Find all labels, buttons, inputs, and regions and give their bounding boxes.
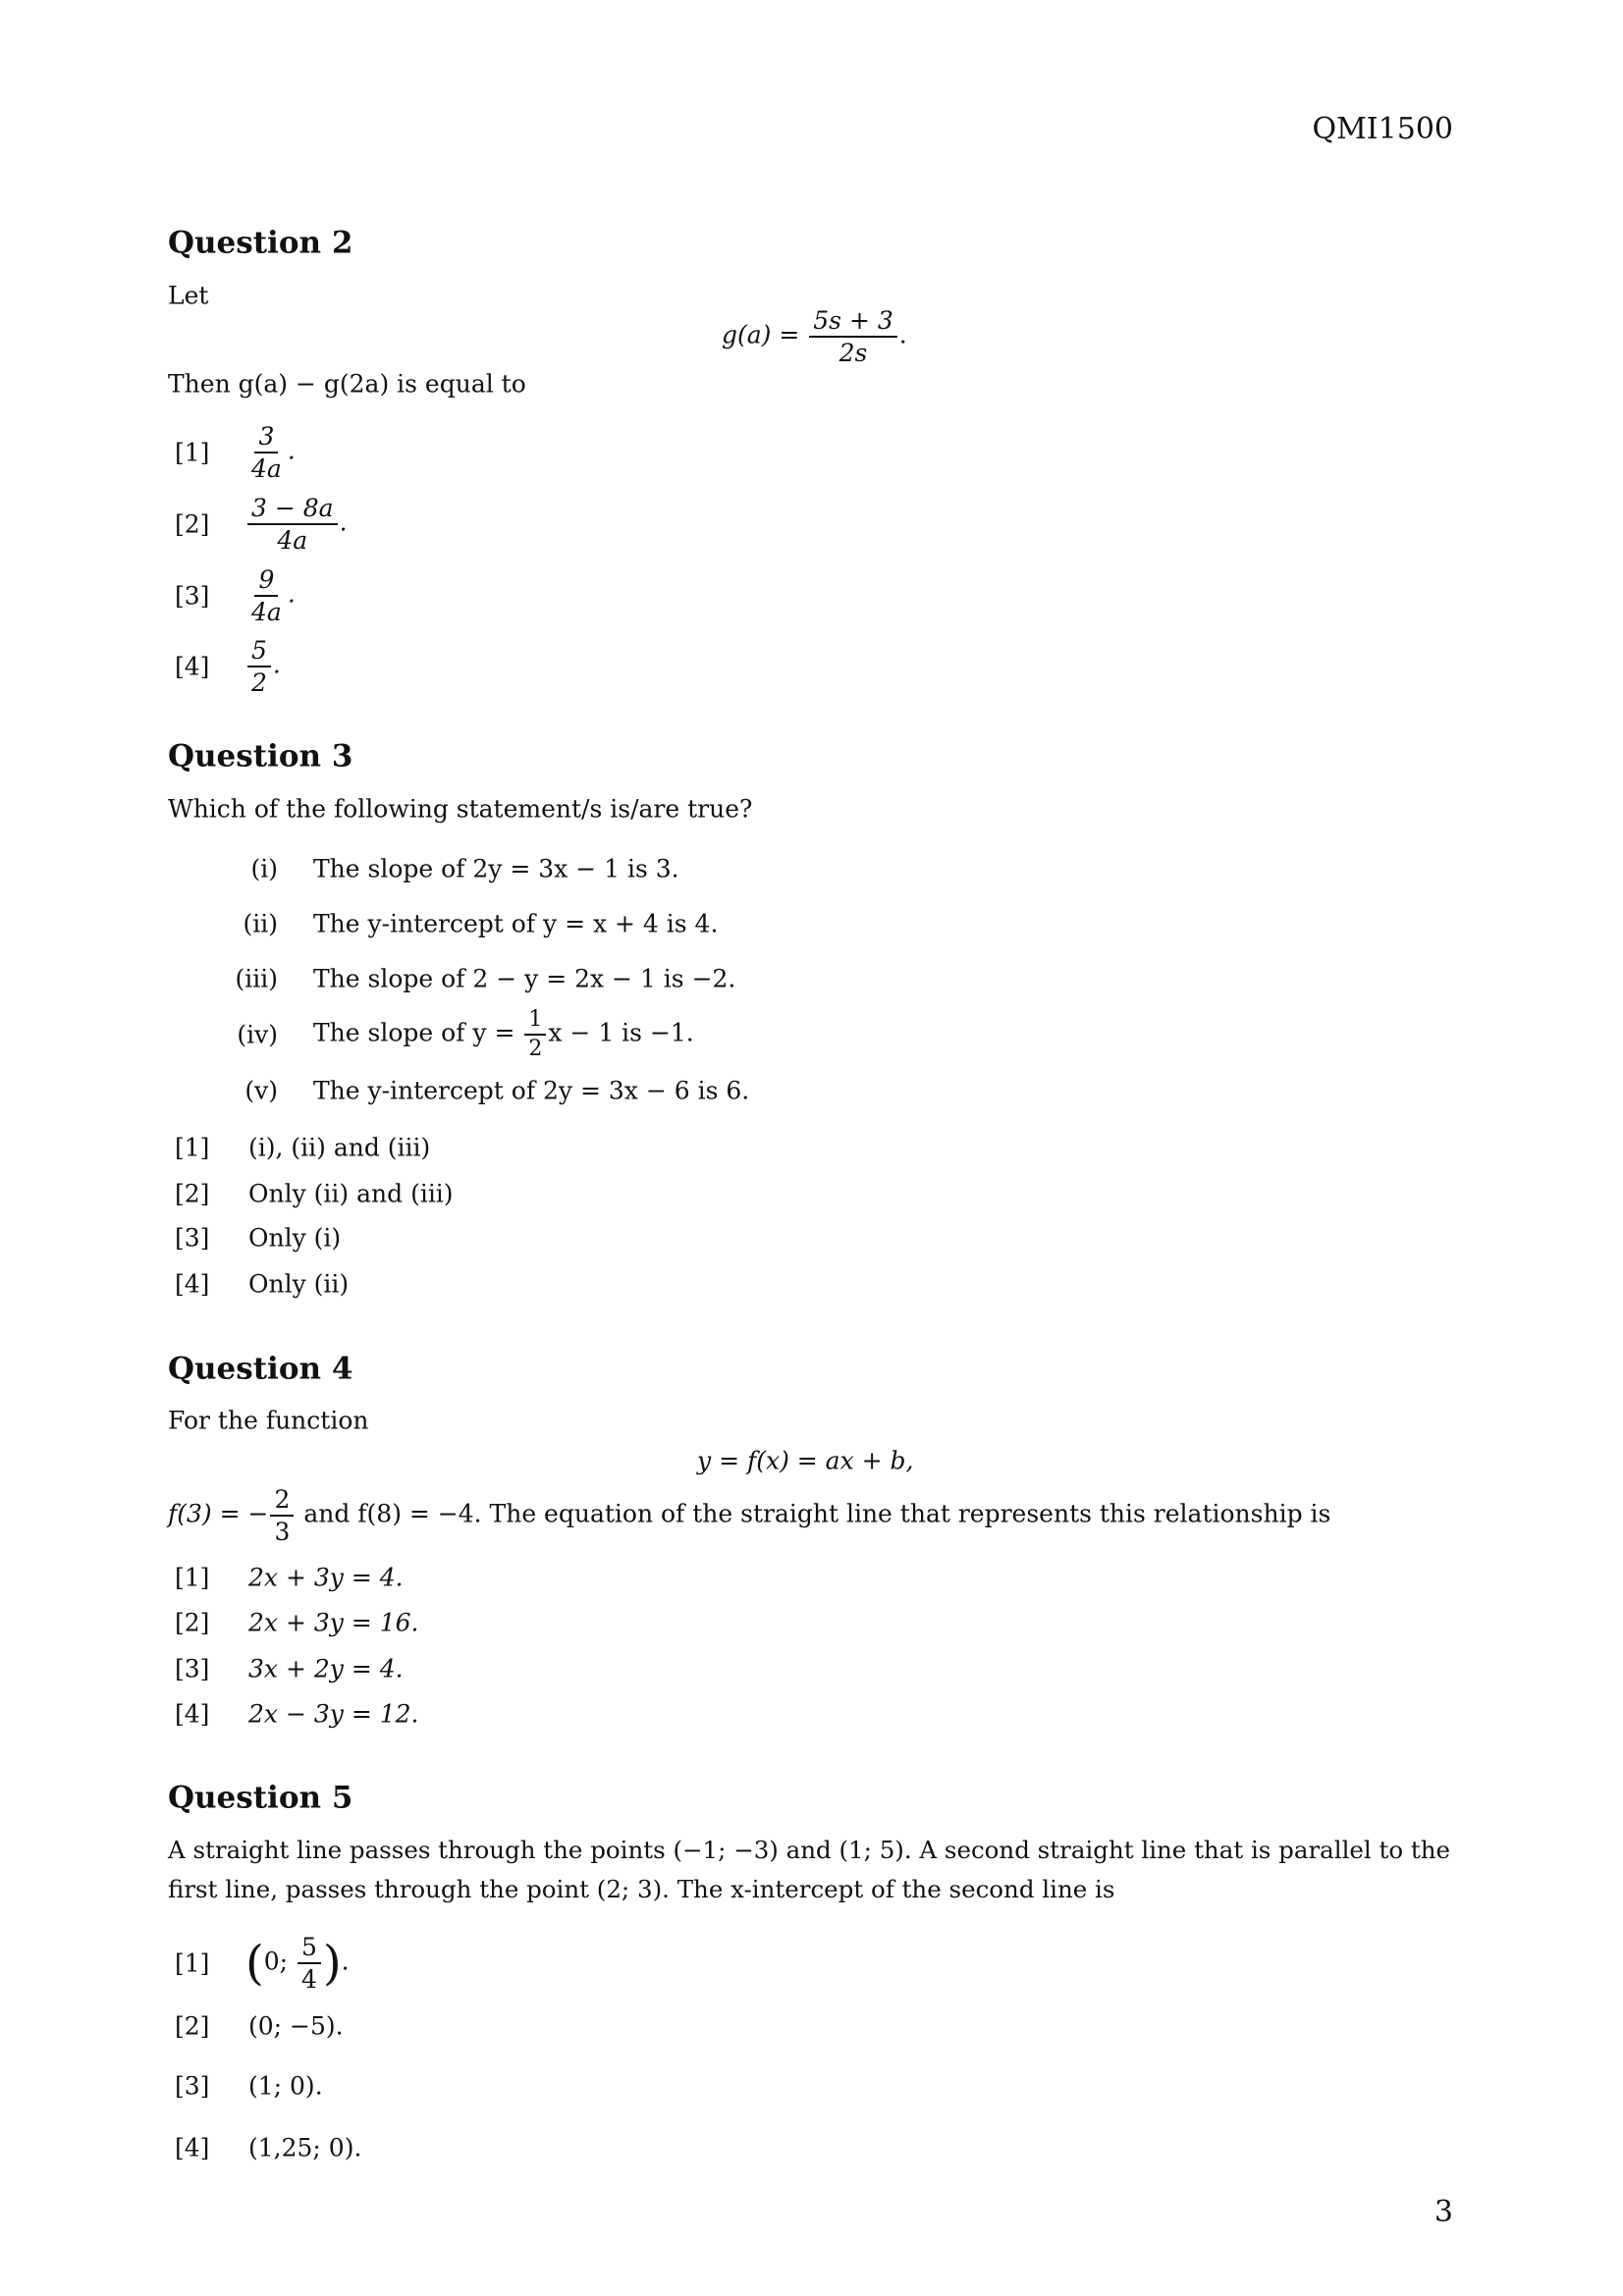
q4-option-4: 2x − 3y = 12. xyxy=(248,1699,419,1729)
option-label: [2] xyxy=(175,1179,210,1208)
q2-option-3: $\frac{9}{4a}$ . xyxy=(245,567,296,624)
option-label: [2] xyxy=(175,1608,210,1637)
numerator: 2 xyxy=(270,1487,294,1517)
q5-option-3: (1; 0). xyxy=(248,2071,323,2101)
question-3-title: Question 3 xyxy=(168,738,353,774)
q4-option-1: 2x + 3y = 4. xyxy=(248,1563,404,1592)
option-label: [4] xyxy=(175,652,210,681)
option-label: [1] xyxy=(175,438,210,467)
option-label: [2] xyxy=(175,2011,210,2041)
denominator: 3 xyxy=(274,1518,291,1546)
numerator: 3 − 8a xyxy=(247,496,338,525)
numerator: 5s + 3 xyxy=(809,308,896,338)
fraction xyxy=(809,308,896,365)
numerator: 5 xyxy=(298,1935,321,1964)
page-number: 3 xyxy=(1434,2195,1453,2229)
statement-text: The slope of 2 − y = 2x − 1 is −2. xyxy=(313,964,736,993)
q3-option-1: (i), (ii) and (iii) xyxy=(248,1133,431,1162)
q5-text-line-1: A straight line passes through the points (−1; −3) and (1; 5). A second straight line that is parallel to the xyxy=(168,1835,1451,1864)
statement-number: (ii) xyxy=(243,909,278,938)
course-code: QMI1500 xyxy=(1312,112,1453,146)
numerator: 1 xyxy=(524,1009,546,1036)
q5-option-4: (1,25; 0). xyxy=(248,2133,362,2163)
option-label: [3] xyxy=(175,581,210,611)
q3-prompt: Which of the following statement/s is/are true? xyxy=(168,794,753,824)
question-2-title: Question 2 xyxy=(168,225,353,261)
q4-intro: For the function xyxy=(168,1406,369,1435)
denominator: 2 xyxy=(251,668,267,697)
q4-function-equation: y = f(x) = ax + b, xyxy=(697,1446,914,1475)
option-label: [1] xyxy=(175,1133,210,1162)
numerator: 5 xyxy=(247,638,271,667)
statement-number: (iii) xyxy=(235,964,278,993)
statement-number: (iv) xyxy=(237,1020,278,1049)
denominator: 4a xyxy=(251,454,282,483)
q2-option-1: $\frac{3}{4a}$ . xyxy=(245,424,296,481)
q5-option-2: (0; −5). xyxy=(248,2011,344,2041)
right-paren: ) xyxy=(322,1936,342,1991)
option-label: [2] xyxy=(175,509,210,539)
q2-option-4: $\frac{5}{2}$ . xyxy=(245,638,281,695)
q4-conditions xyxy=(168,1487,1330,1544)
denominator: 2s xyxy=(839,339,868,367)
question-5-title: Question 5 xyxy=(168,1780,353,1816)
statement-text: The slope of 2y = 3x − 1 is 3. xyxy=(313,854,679,883)
numerator: 9 xyxy=(254,567,278,597)
left-paren: ( xyxy=(245,1936,264,1991)
period: . xyxy=(898,320,907,349)
denominator: 2 xyxy=(528,1037,543,1061)
statement-text xyxy=(313,1009,694,1060)
option-label: [4] xyxy=(175,1269,210,1299)
q5-text-line-2: first line, passes through the point (2; 3). The x-intercept of the second line is xyxy=(168,1874,1115,1903)
statement-number: (v) xyxy=(244,1076,278,1105)
numerator: 3 xyxy=(254,424,278,454)
statement-text: The y-intercept of 2y = 3x − 6 is 6. xyxy=(313,1076,750,1105)
eq-lhs: g(a) = xyxy=(722,320,800,349)
question-4-title: Question 4 xyxy=(168,1351,353,1387)
option-label: [1] xyxy=(175,1563,210,1592)
option-label: [3] xyxy=(175,1223,210,1253)
option-label: [4] xyxy=(175,1699,210,1729)
statement-text: The y-intercept of y = x + 4 is 4. xyxy=(313,909,719,938)
period: . xyxy=(341,1947,350,1976)
point-x: 0; xyxy=(263,1947,289,1976)
denominator: 4a xyxy=(277,526,308,555)
statement-prefix: The slope of y = xyxy=(313,1018,515,1047)
q3-option-3: Only (i) xyxy=(248,1223,342,1253)
statement-number: (i) xyxy=(250,854,278,883)
q3-option-2: Only (ii) and (iii) xyxy=(248,1179,454,1208)
q5-option-1 xyxy=(245,1935,350,1992)
condition-suffix: and f(8) = −4. The equation of the straight line that represents this relationship is xyxy=(303,1499,1331,1528)
denominator: 4 xyxy=(301,1965,317,1994)
q4-option-3: 3x + 2y = 4. xyxy=(248,1654,404,1683)
condition-prefix: f(3) = − xyxy=(168,1499,269,1528)
q2-prompt: Then g(a) − g(2a) is equal to xyxy=(168,369,526,399)
q2-option-2: $\frac{3 - 8a}{4a}$ . xyxy=(245,496,348,553)
option-label: [3] xyxy=(175,2071,210,2101)
q2-definition-equation xyxy=(722,308,907,365)
q4-option-2: 2x + 3y = 16. xyxy=(248,1608,419,1637)
statement-suffix: x − 1 is −1. xyxy=(548,1018,694,1047)
q3-option-4: Only (ii) xyxy=(248,1269,350,1299)
option-label: [4] xyxy=(175,2133,210,2163)
q2-intro: Let xyxy=(168,281,209,310)
denominator: 4a xyxy=(251,598,282,626)
option-label: [3] xyxy=(175,1654,210,1683)
option-label: [1] xyxy=(175,1949,210,1978)
